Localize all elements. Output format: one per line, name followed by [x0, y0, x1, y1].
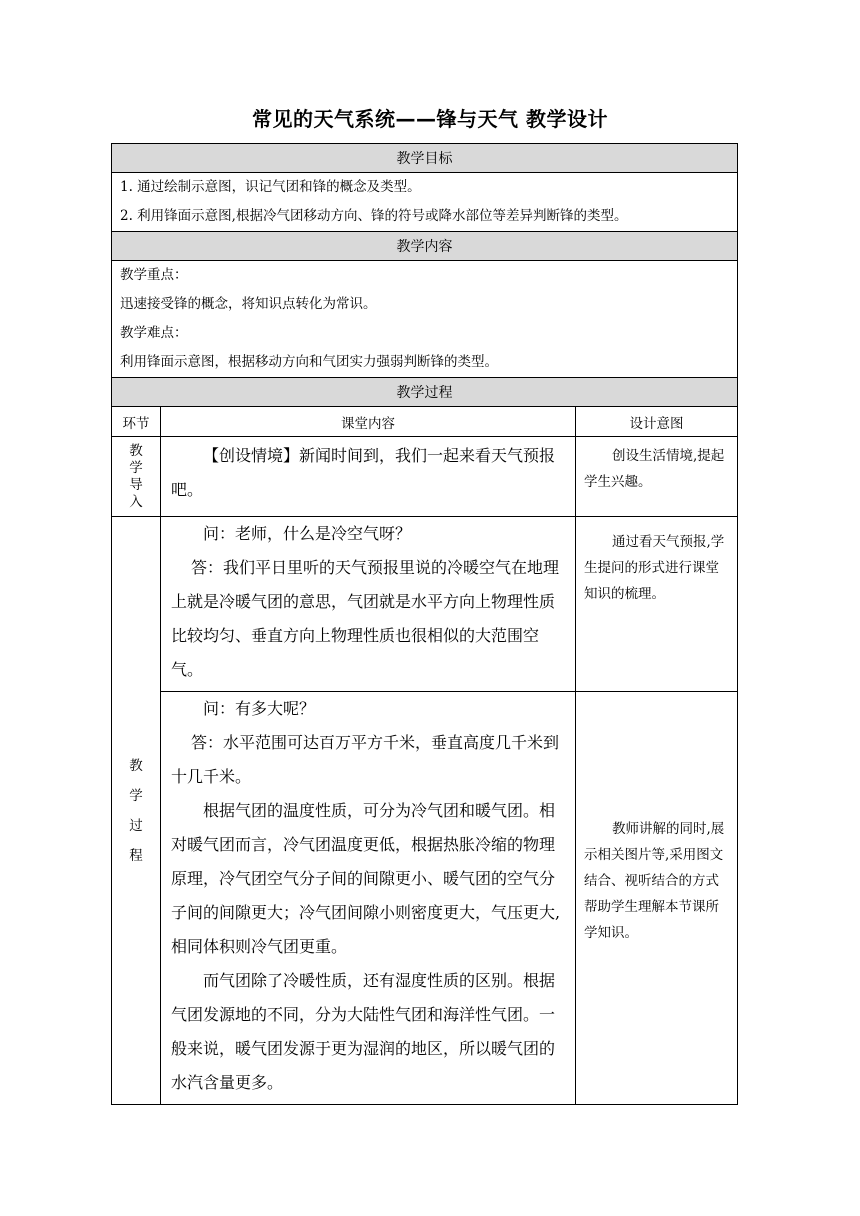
main-stage: 教 学 过 程 [112, 517, 161, 1105]
goal-item: 2. 利用锋面示意图,根据冷气团移动方向、锋的符号或降水部位等差异判断锋的类型。 [120, 208, 628, 224]
intro-design: 创设生活情境,提起学生兴趣。 [576, 437, 738, 517]
difficulty-text: 利用锋面示意图，根据移动方向和气团实力强弱判断锋的类型。 [120, 354, 498, 370]
content-section [112, 261, 738, 378]
lesson-plan-table [111, 143, 738, 1105]
process-header: 教学过程 [112, 378, 738, 407]
col-stage-header: 环节 [112, 407, 161, 437]
col-content-header: 课堂内容 [161, 407, 576, 437]
block1-design: 通过看天气预报,学生提问的形式进行课堂知识的梳理。 [576, 517, 738, 692]
content-header: 教学内容 [112, 232, 738, 261]
page-title: 常见的天气系统——锋与天气 教学设计 [252, 107, 608, 131]
difficulty-label: 教学难点： [120, 325, 188, 341]
block2-design: 教师讲解的同时,展示相关图片等,采用图文结合、视听结合的方式帮助学生理解本节课所学知识。 [576, 692, 738, 1105]
key-point-label: 教学重点： [120, 267, 188, 283]
main-content-block2: 问：有多大呢？ 答：水平范围可达百万平方千米，垂直高度几千米到十几千米。 根据气团的温度性质，可分为冷气团和暖气团。相对暖气团而言，冷气团温度更低，根据热胀冷缩的物理原理，冷气团空气分子间的间隙更小、暖气团的空气分子间的间隙更大；冷气团间隙小则密度更大，气压更大,相同体积则冷气团更重。 而气团除了冷暖性质，还有湿度性质的区别。根据气团发源地的不同，分为大陆性气团和海洋性气团。一般来说，暖气团发源于更为湿润的地区，所以暖气团的水汽含量更多。 [161, 692, 576, 1105]
intro-stage: 教 学 导 入 [112, 437, 161, 517]
intro-content: 【创设情境】新闻时间到，我们一起来看天气预报吧。 [161, 437, 576, 517]
col-design-header: 设计意图 [576, 407, 738, 437]
goals-header: 教学目标 [112, 144, 738, 173]
main-content-block1: 问：老师，什么是冷空气呀？ 答：我们平日里听的天气预报里说的冷暖空气在地理上就是冷暖气团的意思，气团就是水平方向上物理性质比较均匀、垂直方向上物理性质也很相似的大范围空气。 [161, 517, 576, 692]
key-point-text: 迅速接受锋的概念，将知识点转化为常识。 [120, 296, 377, 312]
goal-item: 1. 通过绘制示意图，识记气团和锋的概念及类型。 [120, 179, 421, 195]
goals-list [112, 173, 738, 232]
